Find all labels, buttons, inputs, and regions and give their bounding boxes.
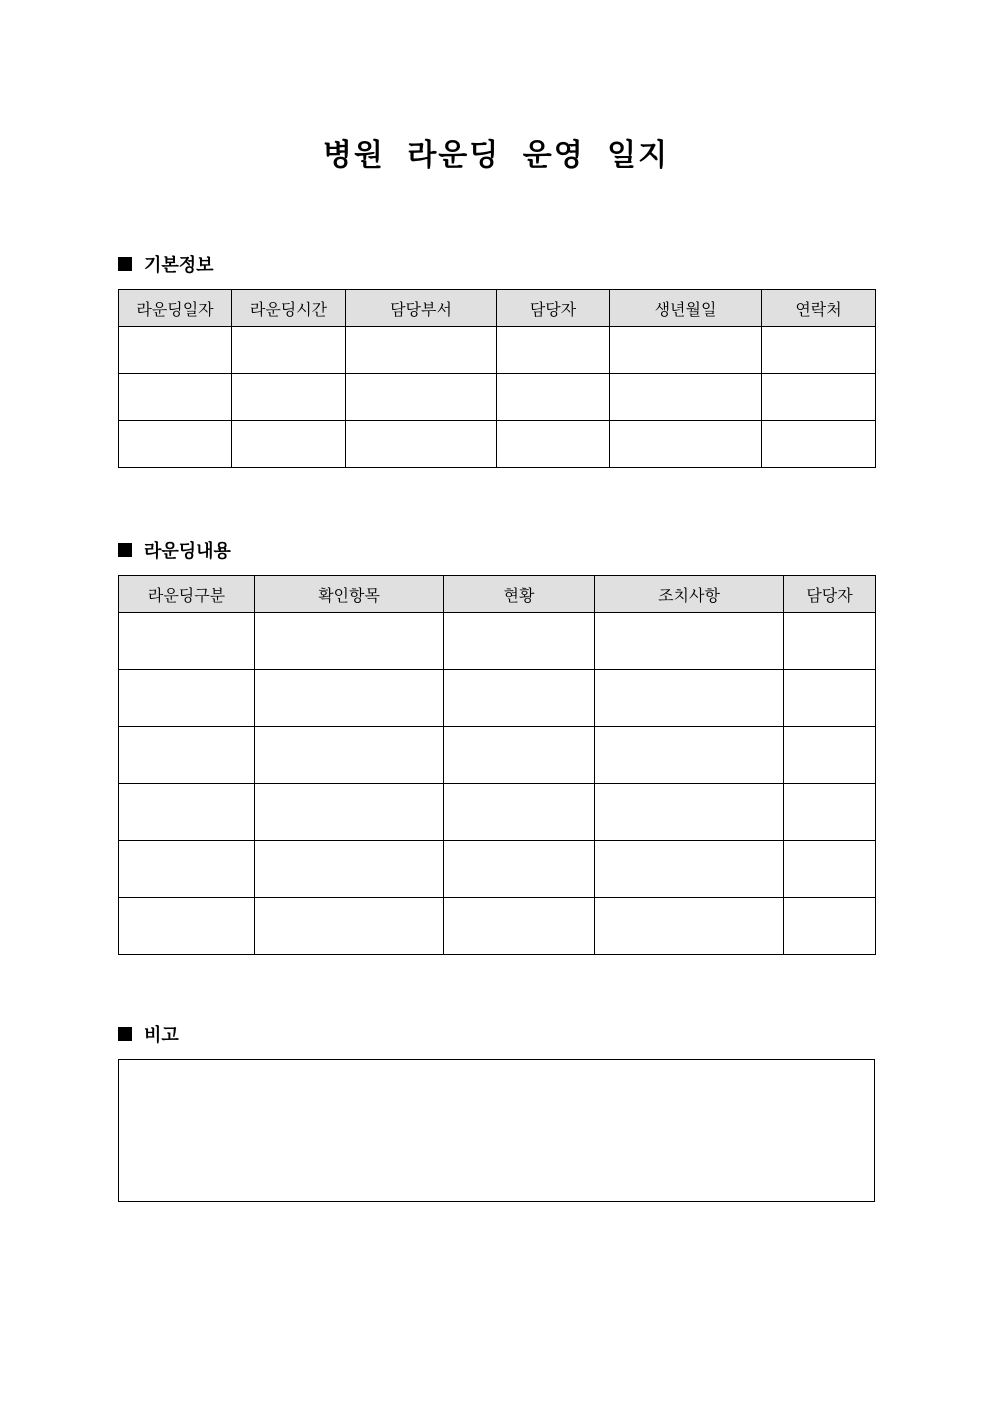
table-cell[interactable] (255, 784, 444, 841)
table-cell[interactable] (119, 727, 255, 784)
table-cell[interactable] (762, 327, 876, 374)
table-cell[interactable] (119, 327, 232, 374)
table-cell[interactable] (497, 374, 610, 421)
column-header: 담당자 (497, 290, 610, 327)
table-cell[interactable] (444, 784, 595, 841)
square-bullet-icon (118, 543, 132, 557)
table-cell[interactable] (784, 784, 876, 841)
square-bullet-icon (118, 1027, 132, 1041)
table-cell[interactable] (610, 327, 762, 374)
table-row (119, 727, 876, 784)
table-cell[interactable] (444, 613, 595, 670)
table-cell[interactable] (762, 421, 876, 468)
section-heading-basic-info (118, 252, 214, 276)
table-cell[interactable] (595, 670, 784, 727)
basic-info-table (118, 289, 876, 468)
section-heading-label: 기본정보 (144, 255, 214, 276)
section-heading-rounding-content (118, 538, 231, 562)
table-cell[interactable] (119, 374, 232, 421)
table-cell[interactable] (784, 841, 876, 898)
table-cell[interactable] (784, 727, 876, 784)
table-cell[interactable] (346, 421, 497, 468)
table-row (119, 613, 876, 670)
table-cell[interactable] (119, 784, 255, 841)
table-cell[interactable] (497, 421, 610, 468)
table-row (119, 327, 876, 374)
table-cell[interactable] (610, 374, 762, 421)
table-cell[interactable] (595, 898, 784, 955)
table-cell[interactable] (444, 727, 595, 784)
table-cell[interactable] (444, 898, 595, 955)
table-header-row (119, 290, 876, 327)
table-cell[interactable] (232, 421, 346, 468)
column-header: 연락처 (762, 290, 876, 327)
table-cell[interactable] (255, 727, 444, 784)
column-header: 라운딩일자 (119, 290, 232, 327)
table-cell[interactable] (119, 613, 255, 670)
table-cell[interactable] (595, 841, 784, 898)
table-row (119, 841, 876, 898)
table-cell[interactable] (119, 421, 232, 468)
column-header: 담당부서 (346, 290, 497, 327)
column-header: 현황 (444, 576, 595, 613)
table-cell[interactable] (346, 327, 497, 374)
column-header: 생년월일 (610, 290, 762, 327)
table-cell[interactable] (610, 421, 762, 468)
column-header: 라운딩시간 (232, 290, 346, 327)
square-bullet-icon (118, 257, 132, 271)
rounding-content-table (118, 575, 876, 955)
table-cell[interactable] (119, 841, 255, 898)
table-row (119, 670, 876, 727)
table-cell[interactable] (255, 898, 444, 955)
table-cell[interactable] (595, 727, 784, 784)
section-heading-label: 비고 (144, 1025, 179, 1046)
table-cell[interactable] (595, 784, 784, 841)
table-row (119, 374, 876, 421)
table-cell[interactable] (444, 670, 595, 727)
column-header: 조치사항 (595, 576, 784, 613)
table-header-row (119, 576, 876, 613)
table-cell[interactable] (784, 670, 876, 727)
table-cell[interactable] (762, 374, 876, 421)
table-cell[interactable] (255, 613, 444, 670)
table-cell[interactable] (119, 670, 255, 727)
table-row (119, 421, 876, 468)
table-cell[interactable] (255, 670, 444, 727)
column-header: 라운딩구분 (119, 576, 255, 613)
table-row (119, 898, 876, 955)
document-title: 병원 라운딩 운영 일지 (322, 138, 670, 173)
table-cell[interactable] (784, 898, 876, 955)
remarks-box[interactable] (118, 1059, 875, 1202)
section-heading-label: 라운딩내용 (144, 541, 231, 562)
column-header: 확인항목 (255, 576, 444, 613)
section-heading-remarks (118, 1022, 179, 1046)
table-cell[interactable] (255, 841, 444, 898)
table-cell[interactable] (346, 374, 497, 421)
table-cell[interactable] (497, 327, 610, 374)
table-cell[interactable] (784, 613, 876, 670)
table-cell[interactable] (595, 613, 784, 670)
table-cell[interactable] (232, 327, 346, 374)
table-cell[interactable] (444, 841, 595, 898)
table-row (119, 784, 876, 841)
column-header: 담당자 (784, 576, 876, 613)
table-cell[interactable] (232, 374, 346, 421)
table-cell[interactable] (119, 898, 255, 955)
